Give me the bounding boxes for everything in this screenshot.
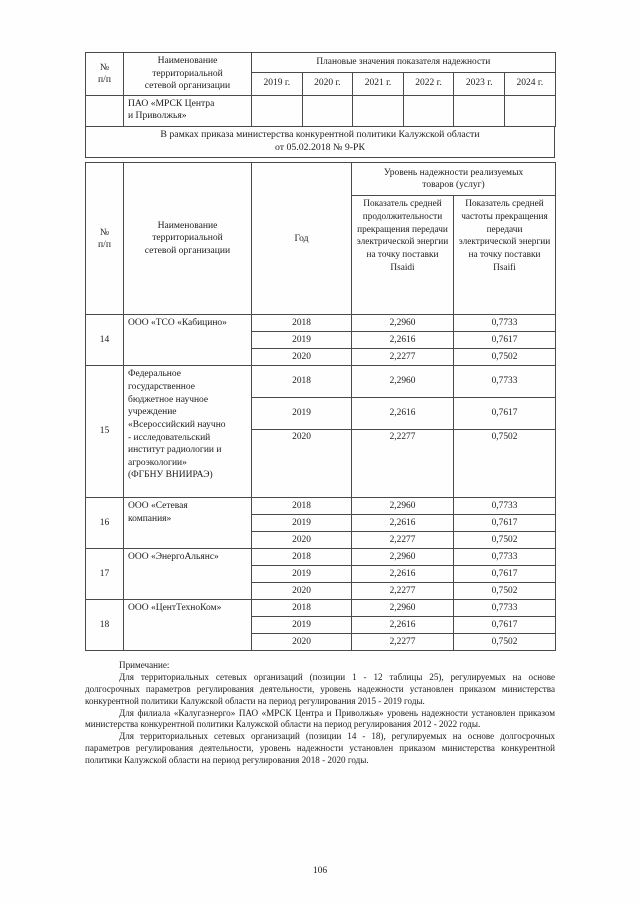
page-content xyxy=(85,52,555,767)
t2-header-level-line2: товаров (услуг) xyxy=(422,180,485,191)
t2-header-indicator-saifi: Показатель средней частоты прекращения передачи электрической энергии на точку поставки Пsaifi xyxy=(454,196,556,315)
header-org-line1: Наименование xyxy=(157,55,218,66)
row-organization xyxy=(124,315,252,366)
cell-saidi: 2,2616 xyxy=(352,332,454,349)
cell-year: 2020 xyxy=(252,583,352,600)
row-number xyxy=(86,95,124,126)
t2-header-number-line1: № xyxy=(99,227,110,239)
cell-year: 2018 xyxy=(252,498,352,515)
header-year-2020: 2020 г. xyxy=(302,73,353,96)
cell-saidi: 2,2960 xyxy=(352,366,454,398)
row-organization-line1: ООО «Сетевая xyxy=(128,501,188,512)
cell-2021 xyxy=(353,95,404,126)
cell-saidi: 2,2277 xyxy=(352,634,454,651)
order-banner xyxy=(85,126,555,158)
header-org-line2: территориальной xyxy=(152,67,223,79)
row-organization-line5: «Всероссийский научно xyxy=(128,419,226,430)
t2-header-level-line1: Уровень надежности реализуемых xyxy=(383,168,524,179)
row-organization-line1: ПАО «МРСК Центра xyxy=(128,97,215,109)
cell-year: 2019 xyxy=(252,515,352,532)
row-organization-line8: агроэкологии» xyxy=(128,457,187,468)
cell-saidi: 2,2960 xyxy=(352,600,454,617)
reliability-level-table xyxy=(85,162,556,651)
row-organization-line1: Федеральное xyxy=(128,369,181,380)
cell-year: 2020 xyxy=(252,634,352,651)
cell-saidi: 2,2277 xyxy=(352,430,454,498)
row-organization-line4: учреждение xyxy=(128,407,177,418)
row-organization xyxy=(124,95,252,126)
cell-year: 2018 xyxy=(252,315,352,332)
cell-year: 2020 xyxy=(252,430,352,498)
cell-2022 xyxy=(403,95,454,126)
cell-saifi: 0,7617 xyxy=(454,398,556,430)
header-year-2019: 2019 г. xyxy=(252,73,303,96)
row-organization-line3: бюджетное научное xyxy=(128,394,209,405)
cell-year: 2019 xyxy=(252,398,352,430)
row-organization-line1: ООО «ЦентТехноКом» xyxy=(128,603,222,614)
row-number: 14 xyxy=(86,315,124,366)
order-banner-line2: от 05.02.2018 № 9-РК xyxy=(275,142,365,154)
table-row xyxy=(86,498,556,515)
table-row xyxy=(86,95,556,126)
t2-header-reliability-level xyxy=(352,163,556,196)
row-organization xyxy=(124,600,252,651)
cell-saifi: 0,7617 xyxy=(454,515,556,532)
order-banner-row xyxy=(86,126,555,158)
cell-year: 2019 xyxy=(252,332,352,349)
t2-header-number-line2: п/п xyxy=(98,238,111,250)
cell-saifi: 0,7733 xyxy=(454,366,556,398)
cell-saifi: 0,7502 xyxy=(454,430,556,498)
cell-year: 2018 xyxy=(252,600,352,617)
order-banner-line1: В рамках приказа министерства конкурентной политики Калужской области xyxy=(160,128,480,140)
note-block xyxy=(85,660,555,766)
t2-header-row-1 xyxy=(86,163,556,196)
header-year-2024: 2024 г. xyxy=(504,73,555,96)
note-paragraph-2: Для филиала «Калугаэнерго» ПАО «МРСК Центра и Приволжья» уровень надежности установлен приказом министерства конкурентной политики Калужской области на период регулирования 2012 - 2022 годы. xyxy=(85,707,555,730)
row-number: 15 xyxy=(86,366,124,498)
cell-saifi: 0,7502 xyxy=(454,634,556,651)
header-planned-values: Плановые значения показателя надежности xyxy=(252,53,556,73)
cell-year: 2020 xyxy=(252,349,352,366)
t2-header-year-col: Год xyxy=(252,163,352,315)
row-number: 18 xyxy=(86,600,124,651)
table-header-row xyxy=(86,53,556,73)
note-paragraph-3: Для территориальных сетевых организаций (позиции 14 - 18), регулируемых на основе долгосрочных параметров регулирования деятельности, уровень надежности установлен приказом министерства конкурентной политики Калужской области на период регулирования 2018 - 2020 годы. xyxy=(85,731,555,765)
row-organization xyxy=(124,549,252,600)
cell-saidi: 2,2960 xyxy=(352,315,454,332)
row-organization-line1: ООО «ТСО «Кабицино» xyxy=(128,318,227,329)
cell-saidi: 2,2616 xyxy=(352,617,454,634)
cell-year: 2019 xyxy=(252,617,352,634)
cell-2024 xyxy=(504,95,555,126)
t2-header-org-line2: территориальной xyxy=(152,232,223,244)
cell-saidi: 2,2277 xyxy=(352,532,454,549)
cell-saifi: 0,7733 xyxy=(454,549,556,566)
header-number-col xyxy=(86,53,124,96)
row-organization xyxy=(124,366,252,498)
t2-header-org-line3: сетевой организации xyxy=(144,245,231,257)
cell-saidi: 2,2616 xyxy=(352,398,454,430)
table-row xyxy=(86,366,556,398)
cell-saidi: 2,2277 xyxy=(352,583,454,600)
note-title: Примечание: xyxy=(119,660,170,671)
row-organization-line7: институт радиологии и xyxy=(128,445,222,456)
cell-saifi: 0,7733 xyxy=(454,600,556,617)
cell-saifi: 0,7617 xyxy=(454,332,556,349)
cell-saifi: 0,7502 xyxy=(454,583,556,600)
cell-saidi: 2,2277 xyxy=(352,349,454,366)
header-year-2023: 2023 г. xyxy=(454,73,505,96)
header-org-col xyxy=(124,53,252,96)
cell-saifi: 0,7617 xyxy=(454,617,556,634)
row-number: 17 xyxy=(86,549,124,600)
cell-saifi: 0,7733 xyxy=(454,315,556,332)
cell-2020 xyxy=(302,95,353,126)
page-number: 106 xyxy=(312,866,328,876)
cell-saidi: 2,2616 xyxy=(352,515,454,532)
cell-year: 2018 xyxy=(252,549,352,566)
cell-saidi: 2,2616 xyxy=(352,566,454,583)
header-year-2022: 2022 г. xyxy=(403,73,454,96)
cell-saidi: 2,2960 xyxy=(352,498,454,515)
table-row xyxy=(86,549,556,566)
cell-saifi: 0,7502 xyxy=(454,349,556,366)
row-organization-line2: компания» xyxy=(128,514,172,525)
t2-header-org-line1: Наименование xyxy=(157,219,218,231)
header-number-line1: № xyxy=(99,62,110,74)
cell-saifi: 0,7502 xyxy=(454,532,556,549)
cell-2023 xyxy=(454,95,505,126)
header-number-line2: п/п xyxy=(98,73,111,85)
t2-header-org-col xyxy=(124,163,252,315)
row-organization-line1: ООО «ЭнергоАльянс» xyxy=(128,552,219,563)
cell-saifi: 0,7617 xyxy=(454,566,556,583)
row-organization-line6: - исследовательский xyxy=(128,432,211,443)
cell-saifi: 0,7733 xyxy=(454,498,556,515)
t2-header-number-col xyxy=(86,163,124,315)
note-paragraph-1: Для территориальных сетевых организаций (позиции 1 - 12 таблицы 25), регулируемых на основе долгосрочных параметров регулирования деятельности, уровень надежности установлен приказом министерства конкурентной политики Калужской области на период регулирования 2015 - 2019 годы. xyxy=(85,672,555,706)
cell-year: 2020 xyxy=(252,532,352,549)
row-organization xyxy=(124,498,252,549)
table-row xyxy=(86,600,556,617)
cell-2019 xyxy=(252,95,303,126)
planned-reliability-table xyxy=(85,52,556,127)
header-year-2021: 2021 г. xyxy=(353,73,404,96)
row-number: 16 xyxy=(86,498,124,549)
row-organization-line2: и Приволжья» xyxy=(128,110,187,122)
row-organization-line9: (ФГБНУ ВНИИРАЭ) xyxy=(128,470,213,481)
cell-year: 2019 xyxy=(252,566,352,583)
order-banner-cell xyxy=(86,126,555,158)
table-row xyxy=(86,315,556,332)
cell-year: 2018 xyxy=(252,366,352,398)
header-org-line3: сетевой организации xyxy=(144,80,231,92)
cell-saidi: 2,2960 xyxy=(352,549,454,566)
t2-header-indicator-saidi: Показатель средней продолжительности прекращения передачи электрической энергии на точку поставки Пsaidi xyxy=(352,196,454,315)
row-organization-line2: государственное xyxy=(128,382,195,393)
